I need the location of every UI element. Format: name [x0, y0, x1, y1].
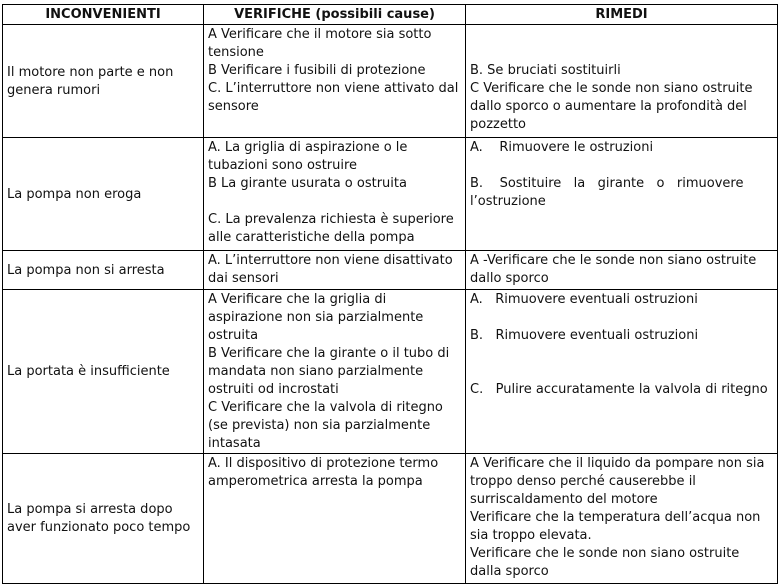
- remedy-line: A. Rimuovere eventuali ostruzioni: [470, 292, 698, 307]
- remedy-line: [470, 363, 774, 381]
- checks-cell: [204, 138, 466, 251]
- check-line: A. La griglia di aspirazione o le tubazioni sono ostruire: [208, 140, 408, 173]
- remedy-line: [470, 44, 774, 62]
- header-verifiche: VERIFICHE (possibili cause): [204, 5, 466, 25]
- table-row: [3, 454, 778, 584]
- check-line: A. Il dispositivo di protezione termo amperometrica arresta la pompa: [208, 456, 439, 489]
- check-line: C. L’interruttore non viene attivato dal sensore: [208, 81, 459, 114]
- remedy-line: [470, 157, 774, 175]
- check-line: A Verificare che la griglia di aspirazione non sia parzialmente ostruita: [208, 292, 424, 343]
- check-line: A. L’interruttore non viene disattivato dai sensori: [208, 253, 453, 286]
- remedy-line: B. Se bruciati sostituirli: [470, 63, 621, 78]
- remedy-line: [470, 345, 774, 363]
- problem-cell: La portata è insufficiente: [3, 290, 204, 454]
- header-row: [3, 5, 778, 25]
- remedy-line: C Verificare che le sonde non siano ostruite dallo sporco o aumentare la profondità del pozzetto: [470, 81, 757, 132]
- remedies-cell: [466, 454, 778, 584]
- remedies-cell: [466, 138, 778, 251]
- remedies-cell: [466, 290, 778, 454]
- header-rimedi: RIMEDI: [466, 5, 778, 25]
- check-line: B Verificare i fusibili di protezione: [208, 63, 426, 78]
- checks-cell: [204, 454, 466, 584]
- checks-cell: [204, 251, 466, 290]
- problem-cell: La pompa non eroga: [3, 138, 204, 251]
- remedies-cell: [466, 25, 778, 138]
- problem-cell: La pompa si arresta dopo aver funzionato poco tempo: [3, 454, 204, 584]
- remedy-line: B. Sostituire la girante o rimuovere l’ostruzione: [470, 176, 748, 209]
- remedy-line: Verificare che le sonde non siano ostruite dalla sporco: [470, 546, 744, 579]
- remedy-line: B. Rimuovere eventuali ostruzioni: [470, 328, 699, 343]
- check-line: C. La prevalenza richiesta è superiore alle caratteristiche della pompa: [208, 212, 454, 245]
- check-line: A Verificare che il motore sia sotto tensione: [208, 27, 432, 60]
- remedy-line: C. Pulire accuratamente la valvola di ritegno: [470, 382, 768, 397]
- remedy-line: Verificare che la temperatura dell’acqua non sia troppo elevata.: [470, 510, 765, 543]
- troubleshooting-table: [2, 4, 778, 584]
- checks-cell: [204, 290, 466, 454]
- table-row: [3, 290, 778, 454]
- remedy-line: [470, 26, 774, 44]
- check-line: [208, 193, 462, 211]
- remedy-line: A. Rimuovere le ostruzioni: [470, 140, 654, 155]
- remedy-line: [470, 309, 774, 327]
- problem-cell: Il motore non parte e non genera rumori: [3, 25, 204, 138]
- problem-cell: La pompa non si arresta: [3, 251, 204, 290]
- table-row: [3, 138, 778, 251]
- check-line: B La girante usurata o ostruita: [208, 176, 407, 191]
- table-row: [3, 25, 778, 138]
- header-inconvenienti: INCONVENIENTI: [3, 5, 204, 25]
- checks-cell: [204, 25, 466, 138]
- remedy-line: A -Verificare che le sonde non siano ostruite dallo sporco: [470, 253, 761, 286]
- remedy-line: A Verificare che il liquido da pompare non sia troppo denso perché causerebbe il surriscaldamento del motore: [470, 456, 769, 507]
- check-line: C Verificare che la valvola di ritegno (se prevista) non sia parzialmente intasata: [208, 400, 443, 451]
- remedies-cell: [466, 251, 778, 290]
- check-line: B Verificare che la girante o il tubo di mandata non siano parzialmente ostruiti od incrostati: [208, 346, 450, 397]
- table-row: [3, 251, 778, 290]
